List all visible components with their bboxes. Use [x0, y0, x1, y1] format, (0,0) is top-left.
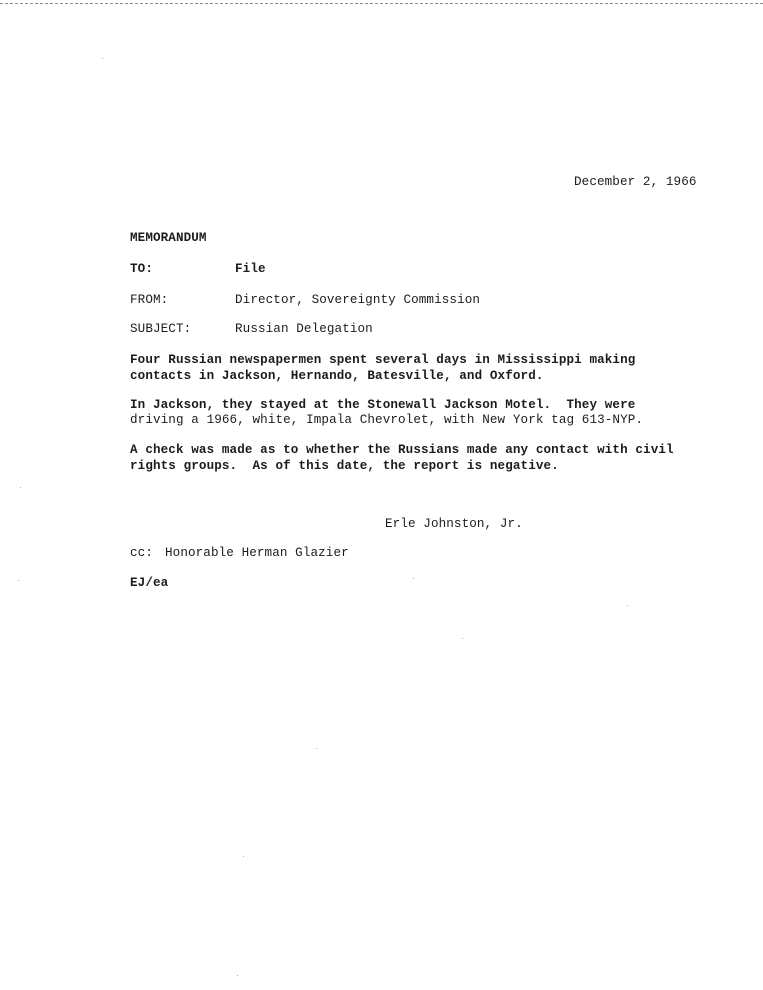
- top-edge-rule: [0, 3, 763, 4]
- paragraph-3-line-1: A check was made as to whether the Russians made any contact with civil: [130, 443, 674, 457]
- to-value: File: [235, 262, 266, 276]
- to-label: TO:: [130, 262, 153, 276]
- paper-speck: [316, 748, 317, 749]
- subject-value: Russian Delegation: [235, 322, 373, 336]
- paragraph-2-line-2: driving a 1966, white, Impala Chevrolet, with New York tag 613-NYP.: [130, 413, 644, 427]
- paper-speck: [18, 580, 19, 581]
- signature-name: Erle Johnston, Jr.: [385, 517, 523, 531]
- paragraph-3-line-2: rights groups. As of this date, the report is negative.: [130, 459, 559, 473]
- paragraph-2-line-1: In Jackson, they stayed at the Stonewall Jackson Motel. They were: [130, 398, 636, 412]
- paper-speck: [462, 638, 463, 639]
- paragraph-1-line-1: Four Russian newspapermen spent several days in Mississippi making: [130, 353, 636, 367]
- subject-label: SUBJECT:: [130, 322, 192, 336]
- typist-initials: EJ/ea: [130, 576, 169, 590]
- paper-speck: [20, 487, 21, 488]
- cc-recipient: Honorable Herman Glazier: [165, 546, 349, 560]
- from-value: Director, Sovereignty Commission: [235, 293, 481, 307]
- paper-speck: [413, 578, 414, 579]
- cc-label: cc:: [130, 546, 153, 560]
- paper-speck: [243, 856, 244, 857]
- from-label: FROM:: [130, 293, 169, 307]
- paper-speck: [237, 975, 238, 976]
- paper-speck: [627, 605, 628, 606]
- paper-speck: [102, 58, 103, 59]
- memo-date: December 2, 1966: [574, 175, 697, 189]
- paragraph-1-line-2: contacts in Jackson, Hernando, Batesville, and Oxford.: [130, 369, 544, 383]
- memo-heading: MEMORANDUM: [130, 231, 207, 245]
